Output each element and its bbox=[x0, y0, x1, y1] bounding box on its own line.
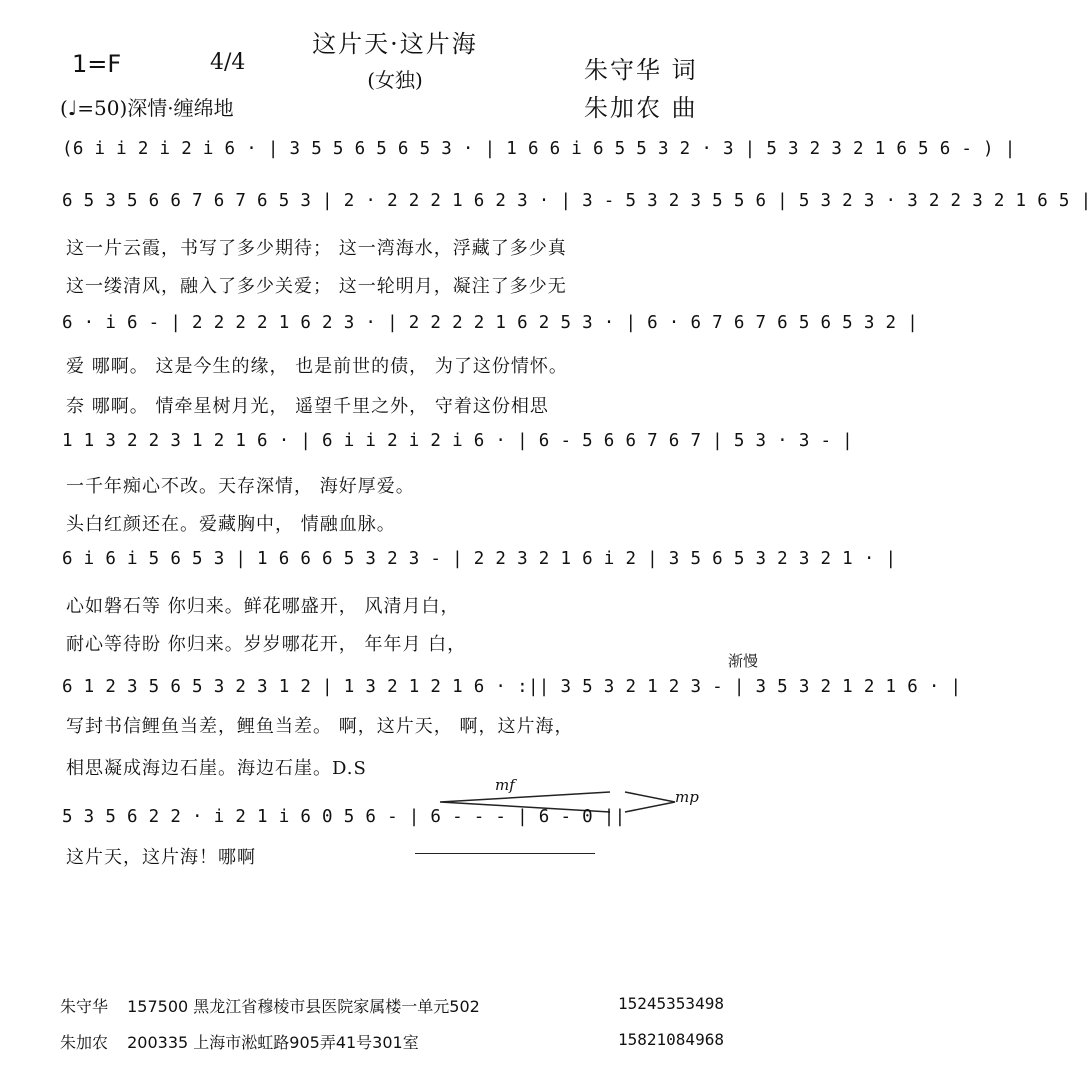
song-title: 这片天·这片海 bbox=[312, 30, 478, 58]
notation-line-5: 6 i 6 i 5 6 5 3 | 1 6 6 6 5 3 2 3 - | 2 2 3 2 1 6 i 2 | 3 5 6 5 3 2 3 2 1 · | bbox=[62, 549, 897, 569]
contact-phone: 15821084968 bbox=[618, 1030, 724, 1049]
lyric-line-6b: 相思凝成海边石崖。海边石崖。D.S bbox=[66, 758, 367, 779]
dynamic-mf: mf bbox=[495, 776, 515, 794]
dynamic-mp: mp bbox=[675, 788, 699, 806]
contact-row-2 bbox=[60, 1030, 419, 1053]
contact-row-1 bbox=[60, 994, 480, 1017]
lyric-line-4b: 头白红颜还在。爱藏胸中， 情融血脉。 bbox=[66, 514, 396, 535]
decrescendo-hairpin bbox=[625, 790, 675, 814]
notation-line-4: 1 1 3 2 2 3 1 2 1 6 · | 6 i i 2 i 2 i 6 · | 6 - 5 6 6 7 6 7 | 5 3 · 3 - | bbox=[62, 431, 854, 451]
tempo-marking: (♩=50)深情·缠绵地 bbox=[60, 96, 234, 120]
lyric-line-2b: 这一缕清风，融入了多少关爱； 这一轮明月，凝注了多少无 bbox=[66, 276, 567, 297]
lyric-line-5a: 心如磐石等 你归来。鲜花哪盛开， 风清月白， bbox=[66, 596, 460, 617]
contact-name: 朱加农 bbox=[60, 1033, 109, 1052]
ritardando-mark: 渐慢 bbox=[728, 652, 759, 670]
lyric-line-5b: 耐心等待盼 你归来。岁岁哪花开， 年年月 白， bbox=[66, 634, 467, 655]
notation-line-7: 5 3 5 6 2 2 · i 2 1 i 6 0 5 6 - | 6 - - - | 6 - 0 || bbox=[62, 807, 626, 827]
lyric-line-6a: 写封书信鲤鱼当差，鲤鱼当差。 啊，这片天， 啊，这片海， bbox=[66, 716, 574, 737]
song-subtitle: (女独) bbox=[367, 68, 423, 92]
composer-credit: 朱加农 曲 bbox=[584, 94, 698, 122]
lyric-extension-line bbox=[415, 853, 595, 854]
lyric-line-3a: 爱 哪啊。 这是今生的缘， 也是前世的债， 为了这份情怀。 bbox=[66, 356, 568, 377]
notation-line-3: 6 · i 6 - | 2 2 2 2 1 6 2 3 · | 2 2 2 2 1 6 2 5 3 · | 6 · 6 7 6 7 6 5 6 5 3 2 | bbox=[62, 313, 919, 333]
lyricist-credit: 朱守华 词 bbox=[584, 56, 698, 84]
notation-line-6: 6 1 2 3 5 6 5 3 2 3 1 2 | 1 3 2 1 2 1 6 · :|| 3 5 3 2 1 2 3 - | 3 5 3 2 1 2 1 6 · | bbox=[62, 677, 962, 697]
contact-name: 朱守华 bbox=[60, 997, 109, 1016]
key-signature: 1=F bbox=[72, 50, 122, 78]
notation-line-2: 6 5 3 5 6 6 7 6 7 6 5 3 | 2 · 2 2 2 1 6 2 3 · | 3 - 5 3 2 3 5 5 6 | 5 3 2 3 · 3 2 2 3 2 1 6 5 | bbox=[62, 191, 1091, 211]
contact-address: 157500 黑龙江省穆棱市县医院家属楼一单元502 bbox=[127, 997, 480, 1016]
lyric-line-7: 这片天，这片海！哪啊 bbox=[66, 847, 256, 868]
contact-phone: 15245353498 bbox=[618, 994, 724, 1013]
lyric-line-2a: 这一片云霞，书写了多少期待； 这一湾海水，浮藏了多少真 bbox=[66, 238, 567, 259]
lyric-line-4a: 一千年痴心不改。天存深情， 海好厚爱。 bbox=[66, 476, 415, 497]
time-signature: 4/4 bbox=[210, 50, 246, 75]
contact-address: 200335 上海市淞虹路905弄41号301室 bbox=[127, 1033, 419, 1052]
notation-line-1: (6 i i 2 i 2 i 6 · | 3 5 5 6 5 6 5 3 · | 1 6 6 i 6 5 5 3 2 · 3 | 5 3 2 3 2 1 6 5 6 - ) | bbox=[62, 139, 1016, 159]
lyric-line-3b: 奈 哪啊。 情牵星树月光， 遥望千里之外， 守着这份相思 bbox=[66, 396, 549, 417]
